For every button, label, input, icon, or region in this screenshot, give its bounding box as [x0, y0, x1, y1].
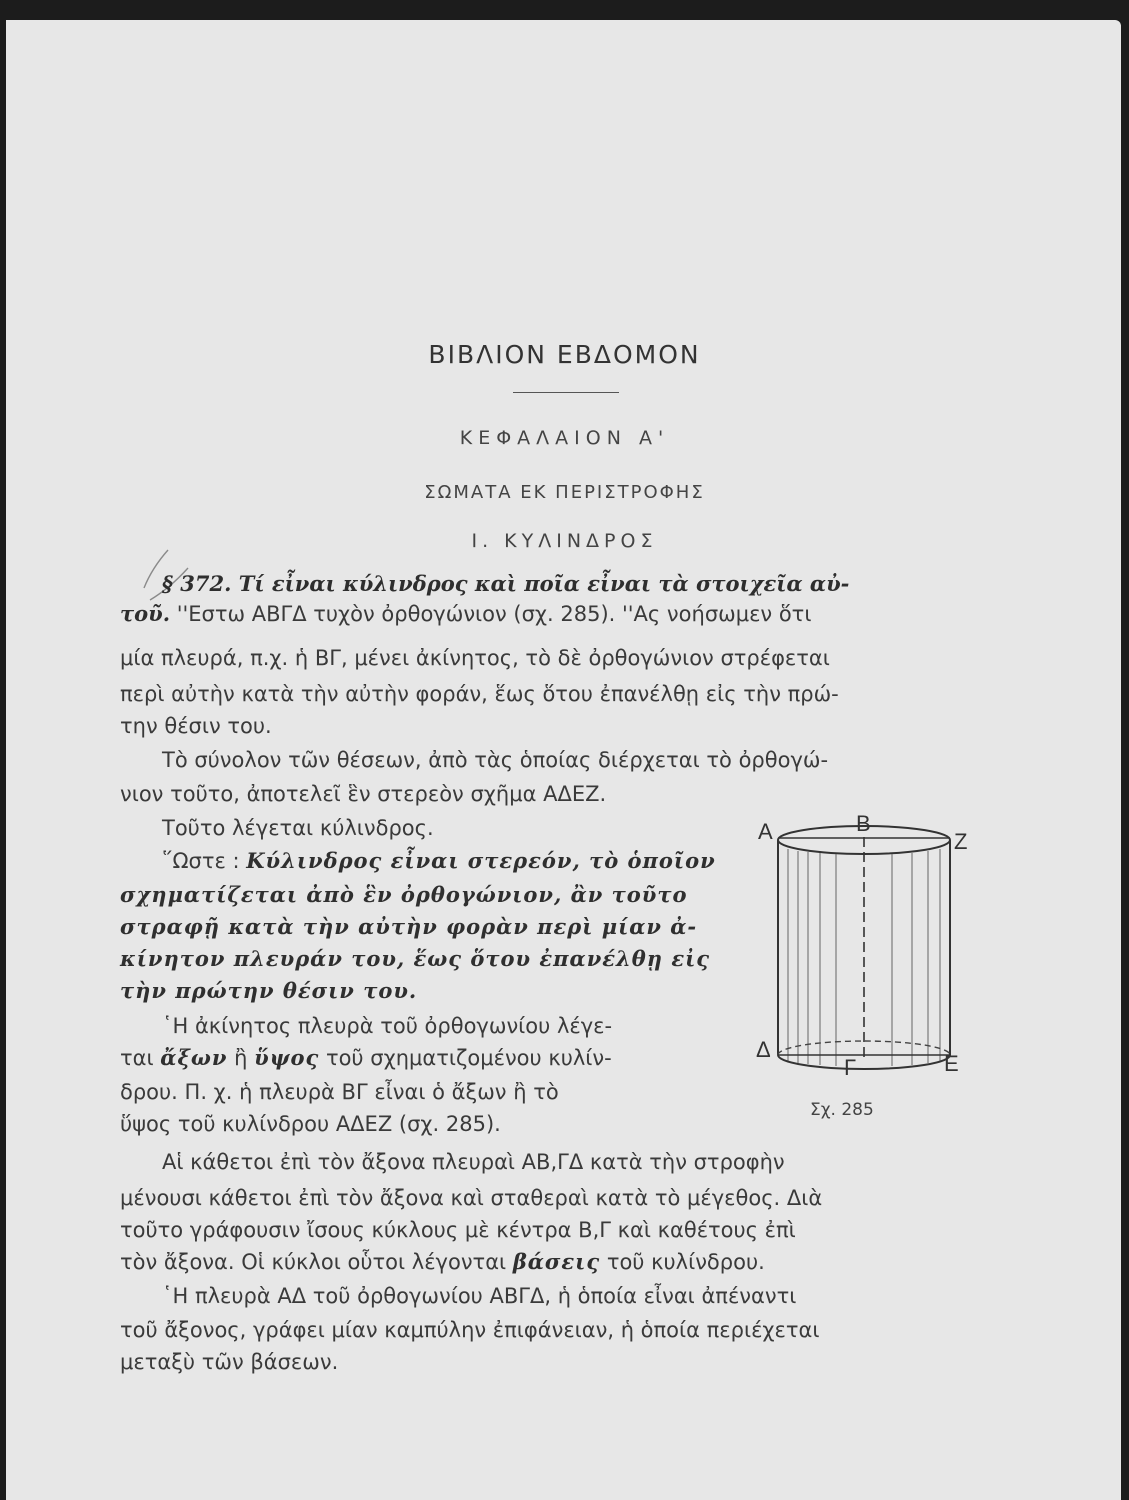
para5-line2: τοῦ ἄξονος, γράφει μίαν καμπύλην ἐπιφάνειαν, ἡ ὁποία περιέχεται	[120, 1318, 820, 1342]
definition-line4: κίνητον πλευράν του, ἕως ὅτου ἐπανέλθῃ εἰς	[120, 946, 711, 971]
definition-text: Κύλινδρος εἶναι στερεόν, τὸ ὁποῖον	[246, 848, 716, 873]
para3-line3: δρου. Π. χ. ἡ πλευρὰ ΒΓ εἶναι ὁ ἄξων ἢ τὸ	[120, 1080, 559, 1104]
para4-text-b: τοῦ κυλίνδρου.	[600, 1250, 765, 1274]
para4-line1: Αἱ κάθετοι ἐπὶ τὸν ἄξονα πλευραὶ ΑΒ,ΓΔ κατὰ τὴν στροφὴν	[162, 1150, 785, 1174]
para3-line1: ῾Η ἀκίνητος πλευρὰ τοῦ ὀρθογωνίου λέγε-	[162, 1014, 613, 1038]
para1-line4: περὶ αὐτὴν κατὰ τὴν αὐτὴν φοράν, ἕως ὅτου ἐπανέλθῃ εἰς τὴν πρώ-	[120, 682, 839, 706]
para1-line2	[120, 600, 811, 628]
para4-line4	[120, 1248, 765, 1276]
para5-line3: μεταξὺ τῶν βάσεων.	[120, 1350, 339, 1374]
para1-text: ''Εστω ΑΒΓΔ τυχὸν ὀρθογώνιον (σχ. 285). ''Ας νοήσωμεν ὅτι	[170, 602, 812, 626]
para3-text-a: ται	[120, 1046, 161, 1070]
para2-line3: Τοῦτο λέγεται κύλινδρος.	[162, 816, 434, 840]
para4-line2: μένουσι κάθετοι ἐπὶ τὸν ἄξονα καὶ σταθεραὶ κατὰ τὸ μέγεθος. Διὰ	[120, 1186, 823, 1210]
label-B: Β	[856, 811, 871, 836]
term-axis: ἄξων	[160, 1045, 228, 1070]
subject-heading: ΣΩΜΑΤΑ ΕΚ ΠΕΡΙΣΤΡΟΦΗΣ	[424, 482, 705, 503]
title-divider	[513, 392, 619, 393]
label-E: Ε	[944, 1051, 959, 1076]
para2-line1: Τὸ σύνολον τῶν θέσεων, ἀπὸ τὰς ὁποίας διέρχεται τὸ ὀρθογώ-	[162, 748, 829, 772]
para1-line1	[162, 570, 849, 598]
definition-line1	[162, 847, 716, 875]
para1-line5: την θέσιν του.	[120, 714, 272, 738]
para2-line2: νιον τοῦτο, ἀποτελεῖ ἓν στερεὸν σχῆμα ΑΔΕΖ.	[120, 782, 607, 806]
para4-line3: τοῦτο γράφουσιν ἴσους κύκλους μὲ κέντρα Β,Γ καὶ καθέτους ἐπὶ	[120, 1218, 796, 1242]
section-heading: Ι. ΚΥΛΙΝΔΡΟΣ	[471, 530, 658, 552]
label-A: Α	[758, 819, 773, 844]
definition-line3: στραφῇ κατὰ τὴν αὐτὴν φορὰν περὶ μίαν ἀ-	[120, 914, 698, 939]
book-title: ΒΙΒΛΙΟΝ ΕΒΔΟΜΟΝ	[428, 340, 701, 369]
para4-text-a: τὸν ἄξονα. Οἱ κύκλοι οὗτοι λέγονται	[120, 1250, 513, 1274]
section-372-heading: § 372. Τί εἶναι κύλινδρος καὶ ποῖα εἶναι τὰ στοιχεῖα αὐ-	[162, 571, 850, 596]
section-372-heading-end: τοῦ.	[120, 601, 171, 626]
para1-line3: μία πλευρά, π.χ. ἡ ΒΓ, μένει ἀκίνητος, τὸ δὲ ὀρθογώνιον στρέφεται	[120, 646, 830, 670]
figure-caption: Σχ. 285	[810, 1100, 874, 1120]
para5-line1: ῾Η πλευρὰ ΑΔ τοῦ ὀρθογωνίου ΑΒΓΔ, ἡ ὁποία εἶναι ἀπέναντι	[162, 1284, 797, 1308]
term-height: ὕψος	[254, 1045, 320, 1070]
term-bases: βάσεις	[512, 1249, 601, 1274]
definition-line2: σχηματίζεται ἀπὸ ἓν ὀρθογώνιον, ἂν τοῦτο	[120, 882, 688, 907]
para3-line2	[120, 1044, 612, 1072]
para3-line4: ὕψος τοῦ κυλίνδρου ΑΔΕΖ (σχ. 285).	[120, 1112, 501, 1136]
cylinder-figure	[752, 805, 972, 1095]
para3-text-c: τοῦ σχηματιζομένου κυλίν-	[319, 1046, 612, 1070]
definition-lead: ῞Ωστε :	[162, 849, 240, 873]
definition-line5: τὴν πρώτην θέσιν του.	[120, 978, 418, 1003]
bottom-base-front	[778, 1055, 950, 1069]
para3-text-b: ἢ	[227, 1046, 255, 1070]
label-G: Γ	[844, 1055, 857, 1080]
label-D: Δ	[756, 1037, 771, 1062]
label-Z: Ζ	[954, 829, 968, 854]
chapter-heading: ΚΕΦΑΛΑΙΟΝ Α'	[459, 427, 670, 449]
